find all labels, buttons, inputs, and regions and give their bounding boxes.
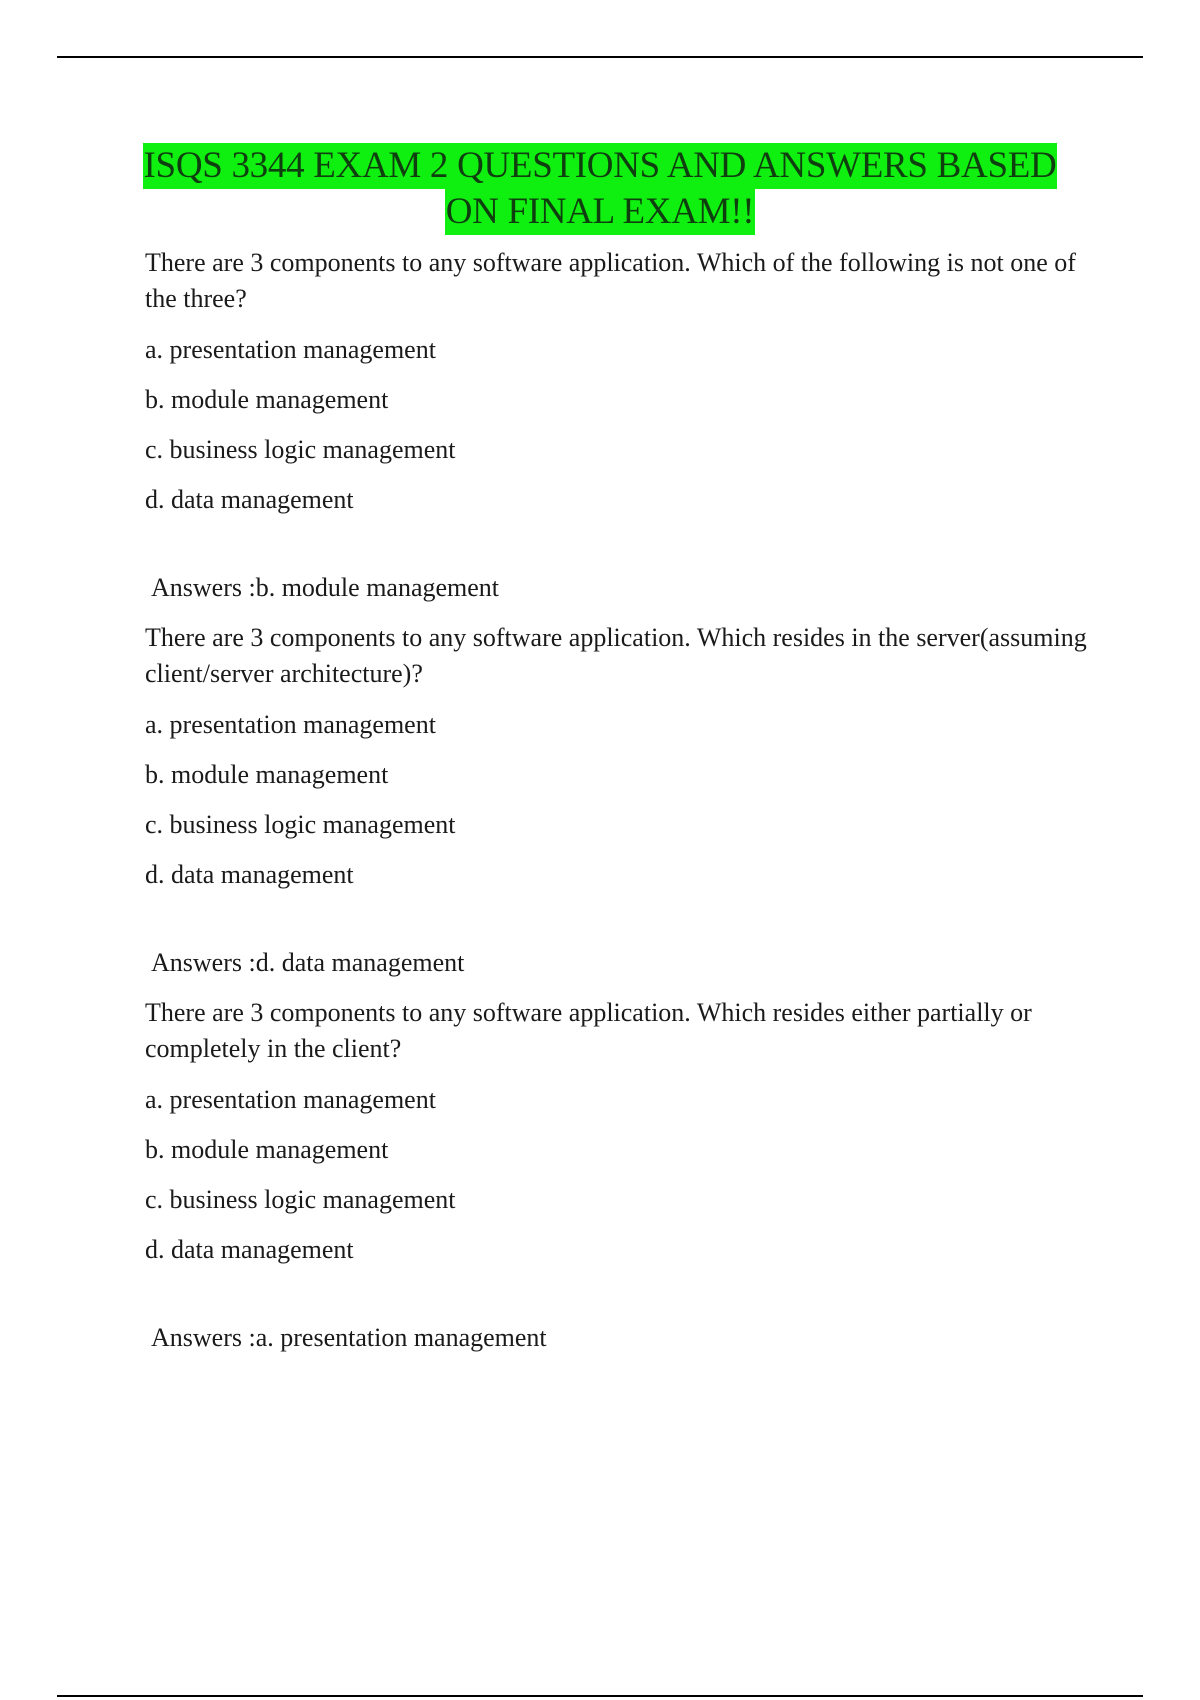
question-list	[145, 245, 1105, 1370]
question-block-2	[145, 620, 1105, 981]
title-line-2: ON FINAL EXAM!!	[445, 189, 756, 235]
option-d: d. data management	[145, 1235, 354, 1264]
option-d: d. data management	[145, 485, 354, 514]
answer-text: Answers :b. module management	[151, 573, 500, 602]
option-d: d. data management	[145, 860, 354, 889]
option-a: a. presentation management	[145, 335, 436, 364]
option-a: a. presentation management	[145, 710, 436, 739]
question-block-3	[145, 995, 1105, 1356]
option-b: b. module management	[145, 385, 389, 414]
option-b: b. module management	[145, 1135, 389, 1164]
bottom-rule	[57, 1695, 1143, 1697]
top-rule	[57, 56, 1143, 58]
question-text: There are 3 components to any software application. Which resides in the server(assuming client/server architecture)?	[145, 623, 1087, 688]
answer-text: Answers :d. data management	[151, 948, 465, 977]
option-c: c. business logic management	[145, 810, 456, 839]
option-c: c. business logic management	[145, 1185, 456, 1214]
question-block-1	[145, 245, 1105, 606]
option-b: b. module management	[145, 760, 389, 789]
option-c: c. business logic management	[145, 435, 456, 464]
answer-text: Answers :a. presentation management	[151, 1323, 547, 1352]
title-line-1: ISQS 3344 EXAM 2 QUESTIONS AND ANSWERS BASED	[143, 143, 1058, 189]
question-text: There are 3 components to any software application. Which resides either partially or completely in the client?	[145, 998, 1032, 1063]
question-text: There are 3 components to any software application. Which of the following is not one of the three?	[145, 248, 1076, 313]
option-a: a. presentation management	[145, 1085, 436, 1114]
page-title	[0, 143, 1200, 235]
